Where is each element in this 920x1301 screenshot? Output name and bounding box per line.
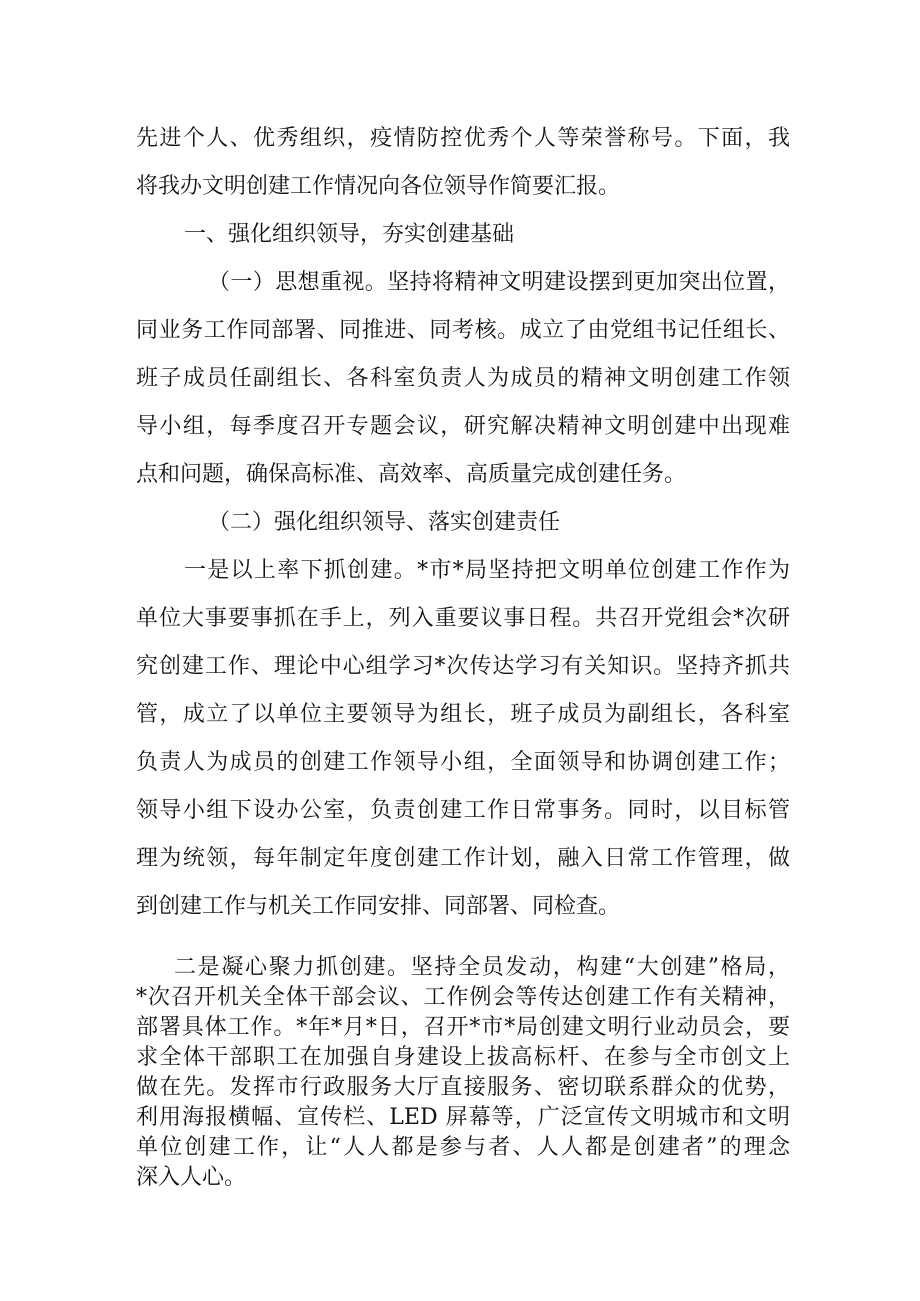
paragraph-ideology-line-2: 同业务工作同部署、同推进、同考核。成立了由党组书记任组长、 [136, 318, 790, 343]
paragraph-unite-line-4: 求全体干部职工在加强自身建设上拔高标杆、在参与全市创文上 [136, 1045, 790, 1070]
paragraph-lead-line-2: 单位大事要事抓在手上，列入重要议事日程。共召开党组会*次研 [136, 606, 790, 631]
paragraph-ideology-line-1: （一）思想重视。坚持将精神文明建设摆到更加突出位置， [208, 270, 790, 295]
paragraph-lead-line-7: 理为统领，每年制定年度创建工作计划，融入日常工作管理，做 [136, 846, 790, 871]
paragraph-lead-line-5: 负责人为成员的创建工作领导小组，全面领导和协调创建工作； [136, 750, 790, 775]
section-heading-1: 一、强化组织领导，夯实创建基础 [184, 222, 515, 247]
paragraph-lead-line-4: 管，成立了以单位主要领导为组长，班子成员为副组长，各科室 [136, 702, 790, 727]
paragraph-intro-line-1: 先进个人、优秀组织，疫情防控优秀个人等荣誉称号。下面，我 [136, 126, 790, 151]
paragraph-unite-line-1: 二是凝心聚力抓创建。坚持全员发动，构建“大创建”格局， [174, 955, 790, 980]
paragraph-lead-line-3: 究创建工作、理论中心组学习*次传达学习有关知识。坚持齐抓共 [136, 654, 790, 679]
paragraph-unite-line-7: 单位创建工作，让“人人都是参与者、人人都是创建者”的理念 [136, 1135, 790, 1160]
section-heading-2: （二）强化组织领导、落实创建责任 [208, 510, 561, 535]
paragraph-unite-line-3: 部署具体工作。*年*月*日，召开*市*局创建文明行业动员会，要 [136, 1015, 790, 1040]
paragraph-lead-line-6: 领导小组下设办公室，负责创建工作日常事务。同时，以目标管 [136, 798, 790, 823]
paragraph-unite-line-2: *次召开机关全体干部会议、工作例会等传达创建工作有关精神， [136, 985, 790, 1010]
paragraph-ideology-line-3: 班子成员任副组长、各科室负责人为成员的精神文明创建工作领 [136, 366, 790, 391]
paragraph-unite-line-6: 利用海报横幅、宣传栏、LED 屏幕等，广泛宣传文明城市和文明 [136, 1105, 790, 1130]
paragraph-unite-line-5: 做在先。发挥市行政服务大厅直接服务、密切联系群众的优势， [136, 1075, 790, 1100]
paragraph-lead-line-8: 到创建工作与机关工作同安排、同部署、同检查。 [136, 894, 621, 919]
paragraph-ideology-line-4: 导小组，每季度召开专题会议，研究解决精神文明创建中出现难 [136, 414, 790, 439]
paragraph-unite-line-8: 深入人心。 [136, 1165, 247, 1190]
paragraph-intro-line-2: 将我办文明创建工作情况向各位领导作简要汇报。 [136, 174, 621, 199]
paragraph-ideology-line-5: 点和问题，确保高标准、高效率、高质量完成创建任务。 [136, 462, 687, 487]
paragraph-lead-line-1: 一是以上率下抓创建。*市*局坚持把文明单位创建工作作为 [184, 558, 790, 583]
